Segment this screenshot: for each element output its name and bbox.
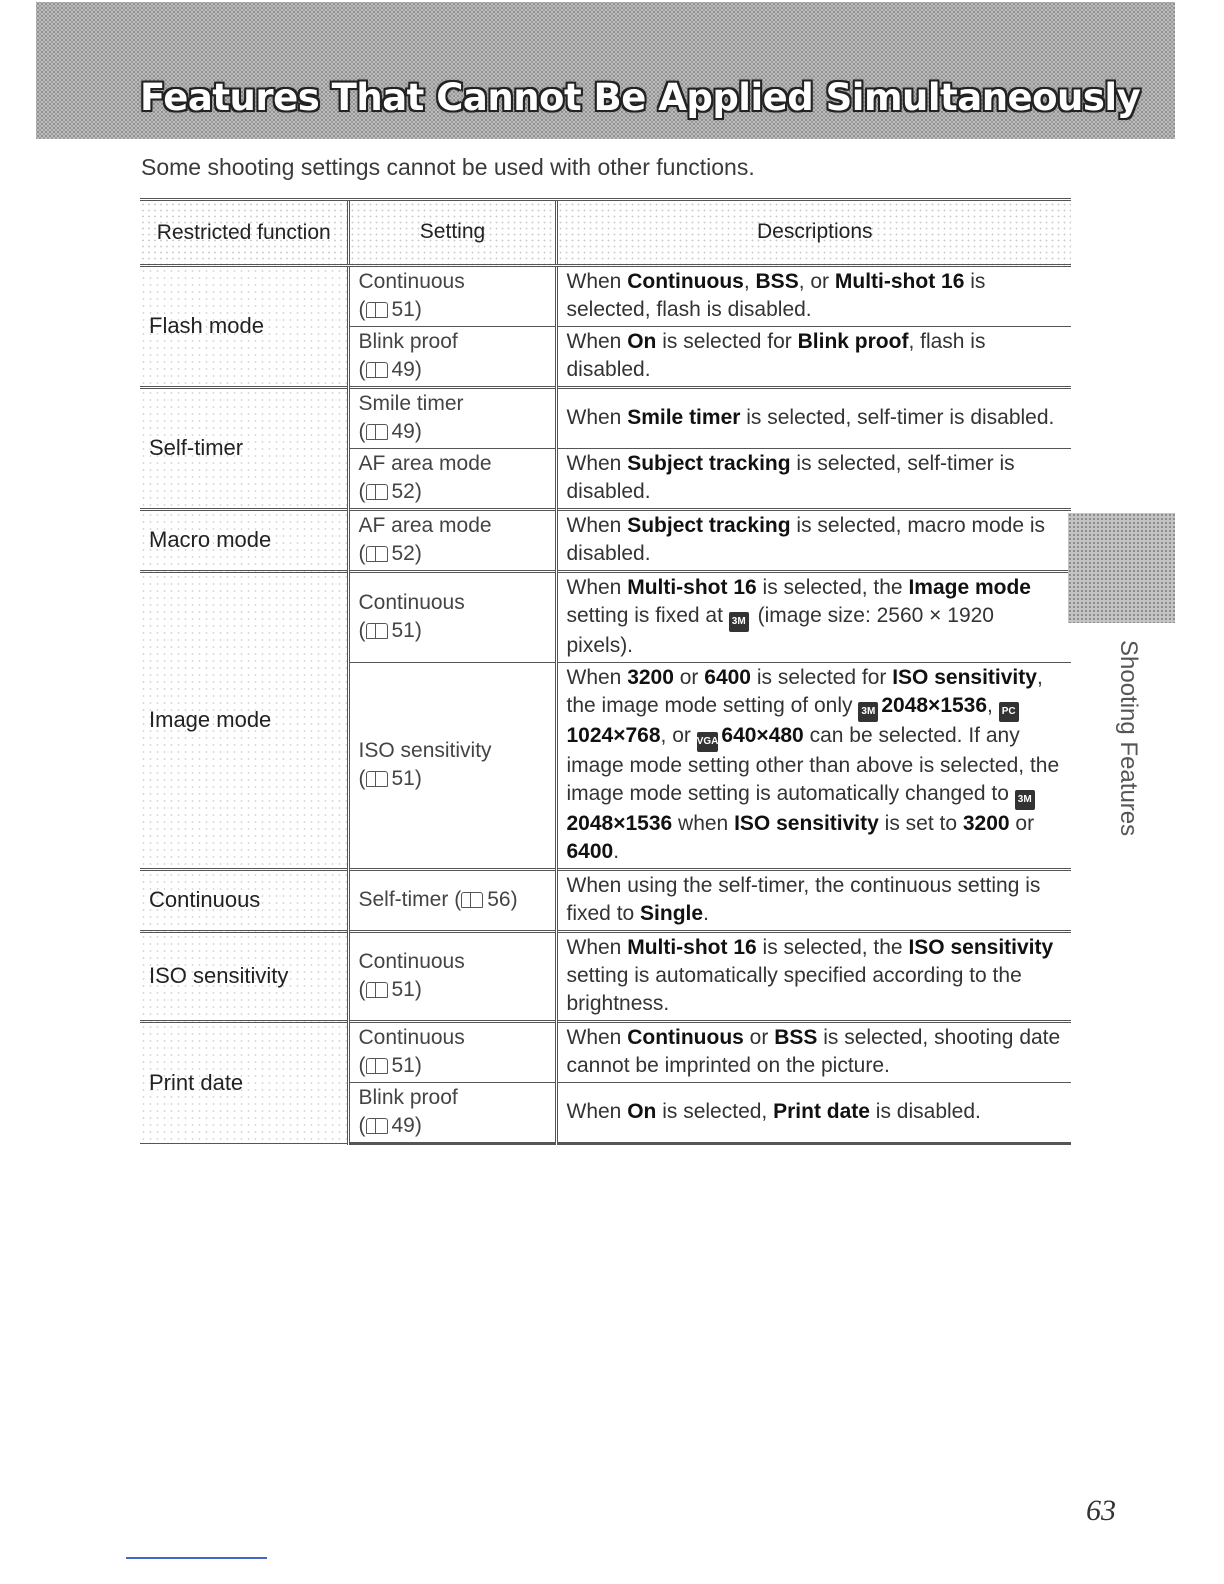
bold-term: Blink proof: [797, 330, 909, 353]
image-mode-icon: 3M: [858, 702, 878, 722]
setting-cell: [348, 572, 556, 663]
setting-name: Blink proof: [358, 1086, 458, 1109]
page-title: Features That Cannot Be Applied Simultaneously: [140, 76, 1141, 119]
image-mode-icon: 3M: [1015, 790, 1035, 810]
description-text: When: [566, 936, 628, 959]
reference-page: 51: [391, 619, 415, 642]
reference-page: 51: [391, 767, 415, 790]
page-reference: ( 49): [358, 420, 422, 443]
table-row: [140, 572, 1071, 663]
bold-term: Subject tracking: [627, 514, 791, 537]
page-reference: ( 56): [454, 888, 518, 911]
bold-term: Single: [640, 902, 704, 925]
bold-term: On: [627, 1100, 657, 1123]
description-text: When: [566, 270, 628, 293]
book-icon: [366, 302, 388, 318]
header-restricted-function: Restricted function: [140, 200, 348, 266]
bold-term: Multi-shot 16: [834, 270, 965, 293]
description-text: , or: [798, 270, 835, 293]
bold-term: ISO sensitivity: [908, 936, 1054, 959]
bold-term: Smile timer: [627, 406, 741, 429]
table-row: [140, 266, 1071, 327]
page-reference: ( 52): [358, 480, 422, 503]
bold-term: 2048×1536: [881, 694, 988, 717]
description-text: is selected, flash is disabled.: [566, 270, 986, 321]
book-icon: [366, 424, 388, 440]
book-icon: [366, 982, 388, 998]
bold-term: Multi-shot 16: [627, 576, 757, 599]
table-row: [140, 870, 1071, 932]
description-text: When: [566, 576, 628, 599]
setting-name: Self-timer: [358, 888, 449, 911]
restrictions-table: [140, 198, 1071, 1145]
restricted-function-cell: Macro mode: [140, 510, 348, 572]
book-icon: [366, 623, 388, 639]
description-text: when: [672, 812, 735, 835]
reference-page: 51: [391, 1054, 415, 1077]
restricted-function-cell: Image mode: [140, 572, 348, 870]
description-text: When using the self-timer, the continuous setting is fixed to: [566, 874, 1041, 925]
table-body: [140, 266, 1071, 1144]
description-text: is selected for: [656, 330, 798, 353]
bold-term: 6400: [566, 840, 614, 863]
description-text: .: [613, 840, 620, 863]
setting-cell: [348, 932, 556, 1022]
setting-name: Continuous: [358, 270, 465, 293]
section-tab-label: Shooting Features: [1115, 640, 1142, 837]
footer-rule: [126, 1557, 267, 1559]
intro-text: Some shooting settings cannot be used with other functions.: [141, 154, 755, 180]
description-text: ,: [987, 694, 999, 717]
description-text: .: [703, 902, 709, 925]
description-text: or: [673, 666, 705, 689]
page-reference: ( 51): [358, 1054, 422, 1077]
description-text: is disabled.: [869, 1100, 981, 1123]
reference-page: 51: [391, 298, 415, 321]
description-text: is selected, shooting date cannot be imprinted on the picture.: [566, 1026, 1061, 1077]
setting-cell: [348, 663, 556, 870]
bold-term: 2048×1536: [566, 812, 673, 835]
bold-term: ISO sensitivity: [892, 666, 1037, 689]
description-text: is selected, the: [756, 576, 909, 599]
description-text: or: [1009, 812, 1035, 835]
setting-cell: [348, 388, 556, 449]
page-reference: ( 49): [358, 1114, 422, 1137]
header-descriptions: Descriptions: [556, 200, 1071, 266]
description-text: or: [743, 1026, 775, 1049]
description-text: (image size: 2560 × 1920 pixels).: [566, 604, 994, 657]
image-mode-icon: 3M: [729, 612, 749, 632]
description-text: is selected for: [750, 666, 893, 689]
restricted-function-cell: Print date: [140, 1022, 348, 1144]
table-row: [140, 388, 1071, 449]
restricted-function-cell: Flash mode: [140, 266, 348, 388]
reference-page: 52: [391, 480, 415, 503]
book-icon: [461, 892, 483, 908]
description-cell: [556, 663, 1071, 870]
reference-page: 49: [391, 1114, 415, 1137]
description-text: , or: [660, 724, 697, 747]
description-text: setting is automatically specified according to the brightness.: [566, 964, 1022, 1015]
description-cell: [556, 932, 1071, 1022]
description-text: is selected, the: [756, 936, 909, 959]
setting-name: Continuous: [358, 950, 465, 973]
bold-term: 640×480: [721, 724, 804, 747]
bold-term: BSS: [774, 1026, 818, 1049]
setting-name: Continuous: [358, 1026, 465, 1049]
book-icon: [366, 546, 388, 562]
page-reference: ( 51): [358, 619, 422, 642]
book-icon: [366, 362, 388, 378]
page-reference: ( 51): [358, 298, 422, 321]
description-text: When: [566, 514, 628, 537]
page-reference: ( 49): [358, 358, 422, 381]
bold-term: BSS: [755, 270, 799, 293]
book-icon: [366, 771, 388, 787]
reference-page: 52: [391, 542, 415, 565]
bold-term: Continuous: [627, 270, 744, 293]
description-cell: [556, 449, 1071, 510]
page-reference: ( 51): [358, 767, 422, 790]
setting-cell: [348, 510, 556, 572]
setting-cell: [348, 449, 556, 510]
section-tab: [1068, 513, 1175, 623]
reference-page: 51: [391, 978, 415, 1001]
description-cell: [556, 327, 1071, 388]
reference-page: 49: [391, 420, 415, 443]
description-text: can be selected. If any image mode setting other than above is selected, the image mode setting is automatically changed to: [566, 724, 1060, 805]
bold-term: Multi-shot 16: [627, 936, 757, 959]
description-text: When: [566, 406, 628, 429]
description-text: is set to: [878, 812, 963, 835]
bold-term: Continuous: [627, 1026, 744, 1049]
description-text: When: [566, 330, 628, 353]
bold-term: Subject tracking: [627, 452, 791, 475]
description-cell: [556, 510, 1071, 572]
bold-term: 1024×768: [566, 724, 661, 747]
description-text: setting is fixed at: [566, 604, 729, 627]
image-mode-icon: VGA: [697, 732, 719, 752]
description-text: When: [566, 1026, 628, 1049]
description-text: is selected, self-timer is disabled.: [566, 452, 1015, 503]
table-row: [140, 510, 1071, 572]
setting-cell: [348, 327, 556, 388]
description-cell: [556, 572, 1071, 663]
page-number: 63: [1086, 1494, 1116, 1527]
bold-term: 6400: [704, 666, 751, 689]
bold-term: 3200: [627, 666, 674, 689]
setting-cell: [348, 1022, 556, 1083]
setting-name: AF area mode: [358, 514, 492, 537]
setting-cell: [348, 870, 556, 932]
page-reference: ( 52): [358, 542, 422, 565]
bold-term: Image mode: [908, 576, 1031, 599]
reference-page: 56: [487, 888, 511, 911]
description-text: is selected, self-timer is disabled.: [740, 406, 1055, 429]
image-mode-icon: PC: [999, 702, 1019, 722]
setting-name: Continuous: [358, 591, 465, 614]
table-row: [140, 932, 1071, 1022]
description-cell: [556, 388, 1071, 449]
setting-name: ISO sensitivity: [358, 739, 492, 762]
setting-name: Blink proof: [358, 330, 458, 353]
setting-name: AF area mode: [358, 452, 492, 475]
restricted-function-cell: ISO sensitivity: [140, 932, 348, 1022]
description-text: When: [566, 452, 628, 475]
bold-term: Print date: [773, 1100, 870, 1123]
bold-term: On: [627, 330, 657, 353]
setting-cell: [348, 266, 556, 327]
bold-term: ISO sensitivity: [734, 812, 879, 835]
setting-cell: [348, 1083, 556, 1144]
restricted-function-cell: Continuous: [140, 870, 348, 932]
setting-name: Smile timer: [358, 392, 464, 415]
book-icon: [366, 1058, 388, 1074]
description-text: , flash is disabled.: [566, 330, 986, 381]
reference-page: 49: [391, 358, 415, 381]
bold-term: 3200: [962, 812, 1010, 835]
description-cell: [556, 870, 1071, 932]
description-cell: [556, 1022, 1071, 1083]
description-text: When: [566, 1100, 628, 1123]
header-setting: Setting: [348, 200, 556, 266]
table-header-row: [140, 200, 1071, 266]
description-text: When: [566, 666, 628, 689]
page-reference: ( 51): [358, 978, 422, 1001]
description-text: , the image mode setting of only: [566, 666, 1043, 717]
book-icon: [366, 1118, 388, 1134]
description-text: ,: [743, 270, 756, 293]
description-text: is selected,: [656, 1100, 774, 1123]
table-row: [140, 1022, 1071, 1083]
book-icon: [366, 484, 388, 500]
description-text: is selected, macro mode is disabled.: [566, 514, 1046, 565]
header-banner: [36, 2, 1175, 139]
description-cell: [556, 1083, 1071, 1144]
restricted-function-cell: Self-timer: [140, 388, 348, 510]
description-cell: [556, 266, 1071, 327]
